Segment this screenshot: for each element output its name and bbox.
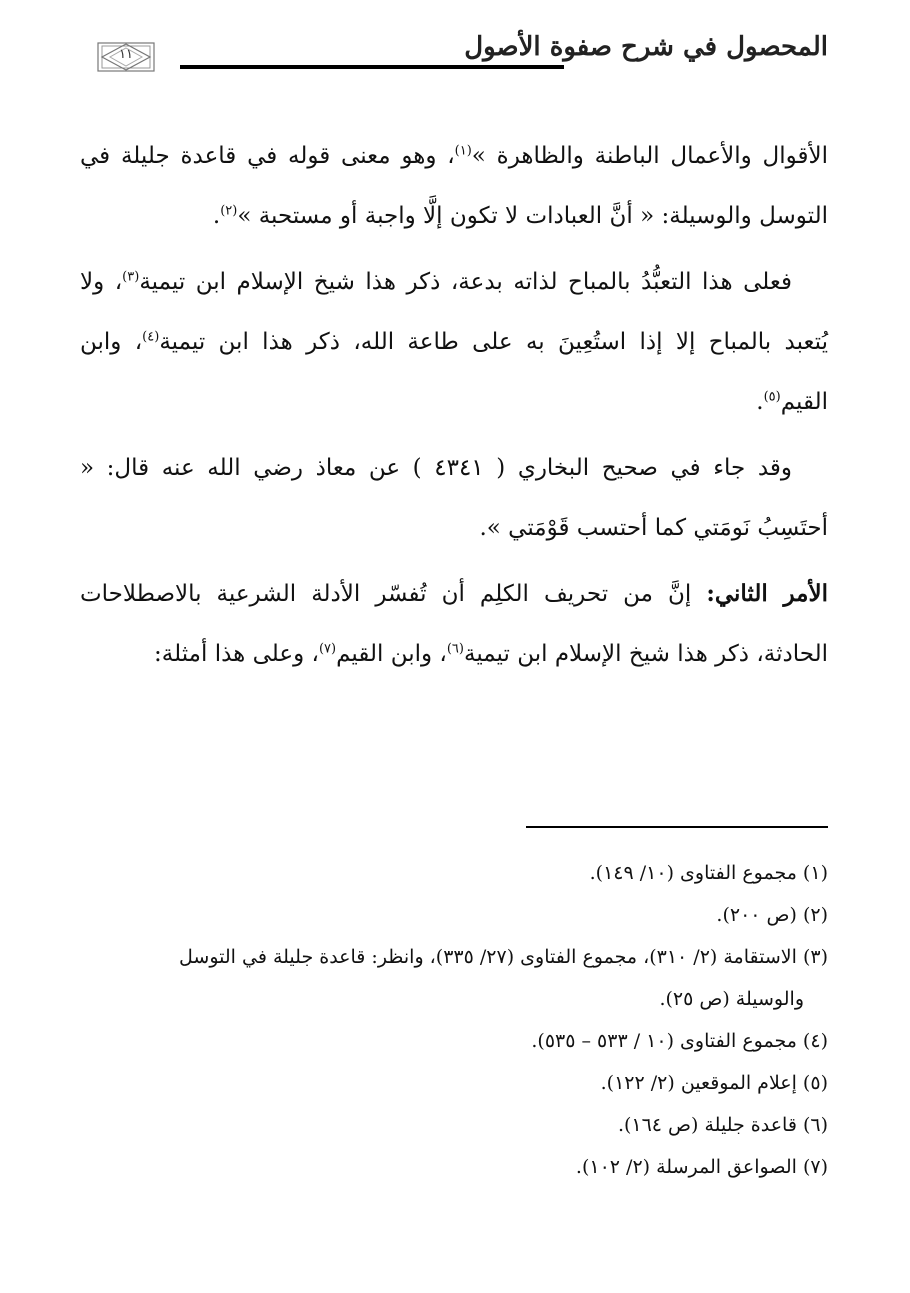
footnote-separator	[526, 826, 828, 828]
paragraph-text: ، وهو معنى قوله في قاعدة جليلة في التوسل والوسيلة: « أنَّ العبادات لا تكون إلَّا واجبة أو مستحبة »	[80, 143, 828, 229]
footnote: (٦) قاعدة جليلة (ص ١٦٤).	[617, 1114, 828, 1136]
footnote-continuation: والوسيلة (ص ٢٥).	[659, 988, 804, 1010]
footnote: (٤) مجموع الفتاوى (١٠ / ٥٣٣ – ٥٣٥).	[531, 1030, 828, 1052]
main-text	[80, 126, 828, 690]
paragraph-text: فعلى هذا التعبُّدُ بالمباح لذاته بدعة، ذكر هذا شيخ الإسلام ابن تيمية	[139, 269, 792, 295]
footnote: (٧) الصواعق المرسلة (٢/ ١٠٢).	[575, 1156, 828, 1178]
page-number-badge	[94, 40, 158, 74]
header-rule	[180, 65, 564, 69]
paragraph-text: إنَّ من تحريف الكلِم أن تُفسّر الأدلة الشرعية بالاصطلاحات الحادثة، ذكر هذا شيخ الإسلام ابن تيمية	[80, 581, 828, 667]
paragraph-text: ، وابن القيم	[80, 329, 828, 415]
footnote-ref[interactable]: (٢)	[220, 203, 238, 219]
footnote	[80, 936, 828, 1020]
footnotes	[80, 852, 828, 1188]
footnote-ref[interactable]: (٦)	[446, 641, 464, 657]
footnote: (٢) (ص ٢٠٠).	[716, 904, 828, 926]
book-title: المحصول في شرح صفوة الأصول	[464, 32, 828, 62]
paragraph-text: .	[212, 203, 221, 229]
footnote-ref[interactable]: (٧)	[318, 641, 337, 657]
paragraph	[80, 438, 828, 558]
paragraph	[80, 252, 828, 432]
paragraph	[80, 564, 828, 684]
paragraph-text: ، وابن القيم	[336, 641, 447, 667]
footnote-ref[interactable]: (٣)	[122, 269, 140, 285]
paragraph	[80, 126, 828, 246]
paragraph-text: وقد جاء في صحيح البخاري ( ٤٣٤١ ) عن معاذ رضي الله عنه قال: « أحتَسِبُ نَومَتي كما أحتسب قَوْمَتي ».	[80, 455, 828, 541]
paragraph-text: ، ولا يُتعبد بالمباح إلا إذا استُعِينَ به على طاعة الله، ذكر هذا ابن تيمية	[80, 269, 828, 355]
footnote-ref[interactable]: (١)	[454, 143, 472, 159]
footnote-text: (٣) الاستقامة (٢/ ٣١٠)، مجموع الفتاوى (٢٧/ ٣٣٥)، وانظر: قاعدة جليلة في التوسل	[179, 946, 828, 968]
paragraph-text: ، وعلى هذا أمثلة:	[154, 641, 319, 667]
page-header	[80, 28, 828, 84]
paragraph-lead: الأمر الثاني:	[706, 580, 829, 607]
page-number: ١١	[119, 47, 133, 62]
paragraph-text: الأقوال والأعمال الباطنة والظاهرة »	[471, 143, 829, 169]
footnote-ref[interactable]: (٤)	[142, 329, 160, 345]
footnote: (١) مجموع الفتاوى (١٠/ ١٤٩).	[589, 862, 828, 884]
paragraph-text: .	[756, 389, 764, 415]
footnote-ref[interactable]: (٥)	[763, 389, 781, 405]
footnote: (٥) إعلام الموقعين (٢/ ١٢٢).	[600, 1072, 828, 1094]
